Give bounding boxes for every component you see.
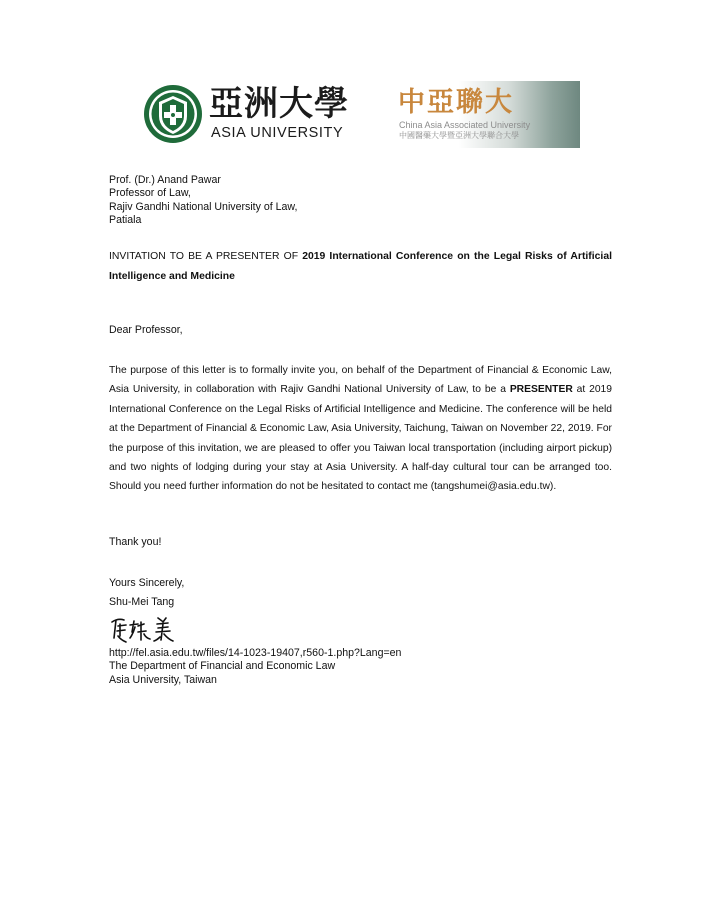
- salutation: Dear Professor,: [109, 324, 183, 336]
- asia-university-logo: [143, 84, 365, 146]
- closing: [109, 574, 184, 611]
- asia-university-seal-icon: [143, 84, 203, 144]
- subject-line: [109, 247, 612, 286]
- asia-university-english-name: ASIA UNIVERSITY: [211, 125, 344, 141]
- body-paragraph: [109, 361, 612, 497]
- handwritten-signature-icon: [108, 612, 188, 648]
- signer-name: Shu-Mei Tang: [109, 595, 175, 608]
- caau-english-name: China Asia Associated University: [399, 120, 531, 130]
- footer-url: http://fel.asia.edu.tw/files/14-1023-19407,r560-1.php?Lang=en: [109, 647, 402, 659]
- footer: [109, 647, 401, 687]
- subject-prefix: INVITATION TO BE A PRESENTER OF: [109, 251, 303, 262]
- valediction: Yours Sincerely,: [109, 577, 185, 589]
- recipient-name: Prof. (Dr.) Anand Pawar: [109, 174, 221, 186]
- caau-logo: [393, 81, 580, 148]
- footer-department: The Department of Financial and Economic Law: [109, 660, 336, 673]
- footer-university: Asia University, Taiwan: [109, 673, 217, 686]
- recipient-address: [109, 174, 297, 228]
- body-part-2: at 2019 International Conference on the Legal Risks of Artificial Intelligence and Medicine. The conference will be held at the Department of Financial & Economic Law, Asia University, Taichung, Taiwan on November 22, 2019. For the purpose of this invitation, we are pleased to offer you Taiwan local transportation (including airport pickup) and two nights of lodging during your stay at Asia University. A half-day cultural tour can be arranged too. Should you need further information do not be hesitated to contact me (tangshumei@asia.edu.tw).: [109, 384, 612, 493]
- caau-chinese-name: 中亞聯大: [398, 87, 514, 118]
- body-emphasis: PRESENTER: [509, 384, 573, 396]
- thanks-line: Thank you!: [109, 536, 162, 548]
- caau-subtitle: 中國醫藥大學暨亞洲大學聯合大學: [399, 131, 519, 140]
- recipient-institution: Rajiv Gandhi National University of Law,: [109, 200, 298, 213]
- recipient-title: Professor of Law,: [109, 187, 191, 200]
- recipient-city: Patiala: [109, 214, 142, 227]
- asia-university-chinese-name: 亞洲大學: [209, 84, 349, 124]
- body-part-1: The purpose of this letter is to formally invite you, on behalf of the Department of Financial & Economic Law, Asia University, in collaboration with Rajiv Gandhi National University of Law, to be a: [109, 365, 612, 396]
- subject-event: 2019 International Conference on the Legal Risks of Artificial Intelligence and Medicine: [109, 251, 612, 282]
